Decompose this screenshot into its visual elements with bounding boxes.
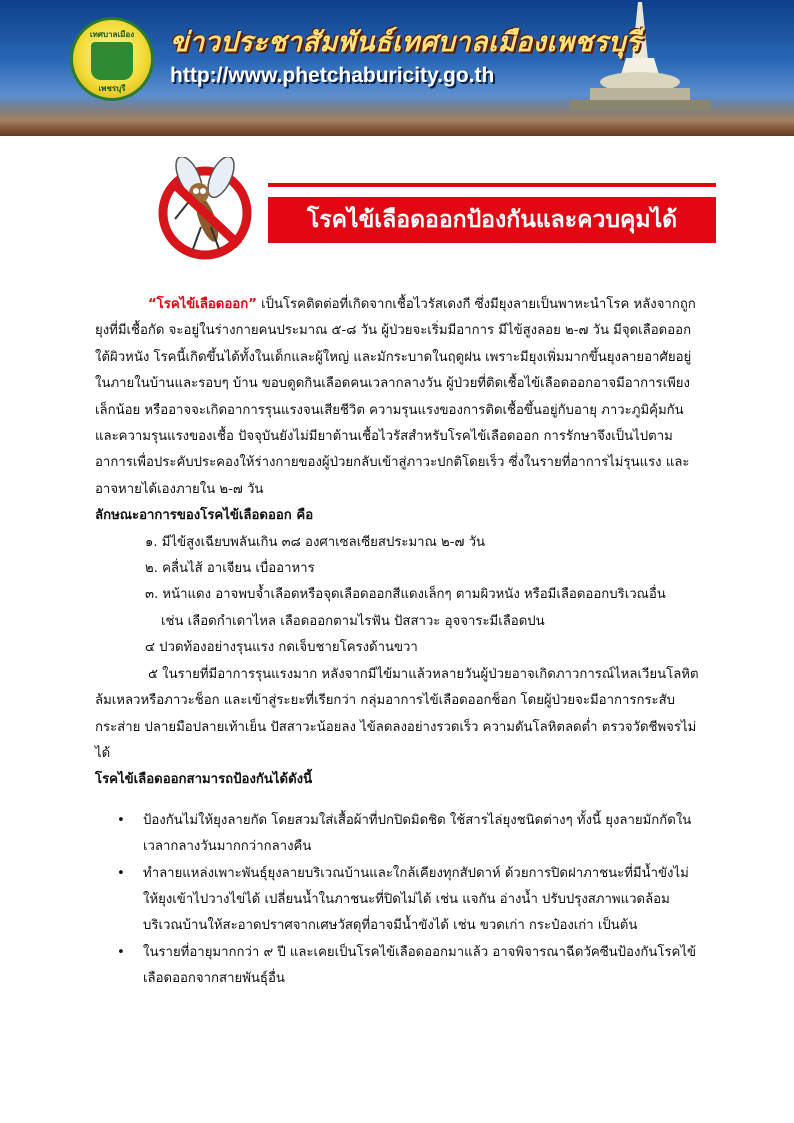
symptom-item: ๓. หน้าแดง อาจพบจ้ำเลือดหรือจุดเลือดออกสีแดงเล็กๆ ตามผิวหนัง หรือมีเลือดออกบริเวณอื่น <box>145 587 666 603</box>
page-title: โรคไข้เลือดออกป้องกันและควบคุมได้ <box>268 197 716 243</box>
bullet-icon: • <box>117 812 125 828</box>
symptom-item: ๔ ปวดท้องอย่างรุนแรง กดเจ็บชายโครงด้านขวา <box>145 640 418 656</box>
symptom-item-continued: เช่น เลือดกำเดาไหล เลือดออกตามไรฟัน ปัสสาวะ อุจจาระมีเลือดปน <box>161 613 545 629</box>
disease-name-highlight: “โรคไข้เลือดออก” <box>148 297 257 312</box>
symptom-item: ๒. คลื่นไส้ อาเจียน เบื่ออาหาร <box>145 561 315 577</box>
bullet-icon: • <box>117 944 125 960</box>
bullet-icon: • <box>117 865 125 881</box>
title-divider-line <box>268 183 716 187</box>
list-item: • ในรายที่อายุมากกว่า ๙ ปี และเคยเป็นโรคไข้เลือดออกมาแล้ว อาจพิจารณาฉีดวัคซีนป้องกันโรคไข้เลือดออกจากสายพันธุ์อื่น <box>95 940 700 993</box>
no-mosquito-icon <box>153 157 257 261</box>
article-body <box>95 292 700 993</box>
prevention-list <box>95 808 700 993</box>
symptoms-heading: ลักษณะอาการของโรคไข้เลือดออก คือ <box>95 508 314 524</box>
intro-text: เป็นโรคติดต่อที่เกิดจากเชื้อไวรัสเดงกี ซึ่งมียุงลายเป็นพาหะนำโรค หลังจากถูกยุงที่มีเชื้อกัด จะอยู่ในร่างกายคนประมาณ ๕-๘ วัน ผู้ป่วยจะเริ่มมีอาการ มีไข้สูงลอย ๒-๗ วัน มีจุดเลือดออกใต้ผิวหนัง โรคนี้เกิดขึ้นได้ทั้งในเด็กและผู้ใหญ่ และมักระบาดในฤดูฝน เพราะมียุงเพิ่มมากขึ้นยุงลายอาศัยอยู่ในภายในบ้านและรอบๆ บ้าน ขอบดูดกินเลือดคนเวลากลางวัน ผู้ป่วยที่ติดเชื้อไข้เลือดออกอาจมีอาการเพียงเล็กน้อย หรืออาจจะเกิดอาการรุนแรงจนเสียชีวิต ความรุนแรงของการติดเชื้อขึ้นอยู่กับอายุ ภาวะภูมิคุ้มกัน และความรุนแรงของเชื้อ ปัจจุบันยังไม่มียาต้านเชื้อไวรัสสำหรับโรคไข้เลือดออก การรักษาจึงเป็นไปตามอาการเพื่อประคับประคองให้ร่างกายของผู้ป่วยกลับเข้าสู่ภาวะปกติโดยเร็ว ซึ่งในรายที่อาการไม่รุนแรง และอาจหายได้เองภายใน ๒-๗ วัน <box>95 297 696 497</box>
prevention-heading: โรคไข้เลือดออกสามารถป้องกันได้ดังนี้ <box>95 772 313 788</box>
municipal-seal-logo: เทศบาลเมือง เพชรบุรี <box>70 17 154 101</box>
banner-url: http://www.phetchaburicity.go.th <box>170 64 495 87</box>
banner-title: ข่าวประชาสัมพันธ์เทศบาลเมืองเพชรบุรี <box>170 27 641 58</box>
symptom-item: ๑. มีไข้สูงเฉียบพลันเกิน ๓๘ องศาเซลเซียสประมาณ ๒-๗ วัน <box>145 534 485 550</box>
header-banner <box>0 0 794 136</box>
severe-symptoms-paragraph: ๕ ในรายที่มีอาการรุนแรงมาก หลังจากมีไข้มาแล้วหลายวันผู้ป่วยอาจเกิดภาวการณ์ไหลเวียนโลหิตล้มเหลวหรือภาวะช็อก และเข้าสู่ระยะที่เรียกว่า กลุ่มอาการไข้เลือดออกช็อก โดยผู้ป่วยจะมีอาการกระสับกระส่าย ปลายมือปลายเท้าเย็น ปัสสาวะน้อยลง ไข้ลดลงอย่างรวดเร็ว ความดันโลหิตลดต่ำ ตรวจวัดชีพจรไม่ได้ <box>95 666 699 761</box>
intro-paragraph <box>95 292 700 503</box>
list-item: • ป้องกันไม่ให้ยุงลายกัด โดยสวมใส่เสื้อผ้าที่ปกปิดมิดชิด ใช้สารไล่ยุงชนิดต่างๆ ทั้งนี้ ยุงลายมักกัดในเวลากลางวันมากกว่ากลางคืน <box>95 808 700 861</box>
seal-building-icon <box>91 42 133 80</box>
list-item: • ทำลายแหล่งเพาะพันธุ์ยุงลายบริเวณบ้านและใกล้เคียงทุกสัปดาห์ ด้วยการปิดฝาภาชนะที่มีน้ำขังไม่ให้ยุงเข้าไปวางไข่ได้ เปลี่ยนน้ำในภาชนะที่ปิดไม่ได้ เช่น แจกัน อ่างน้ำ ปรับปรุงสภาพแวดล้อมบริเวณบ้านให้สะอาดปราศจากเศษวัสดุที่อาจมีน้ำขังได้ เช่น ขวดเก่า กระป๋องเก่า เป็นต้น <box>95 861 700 940</box>
